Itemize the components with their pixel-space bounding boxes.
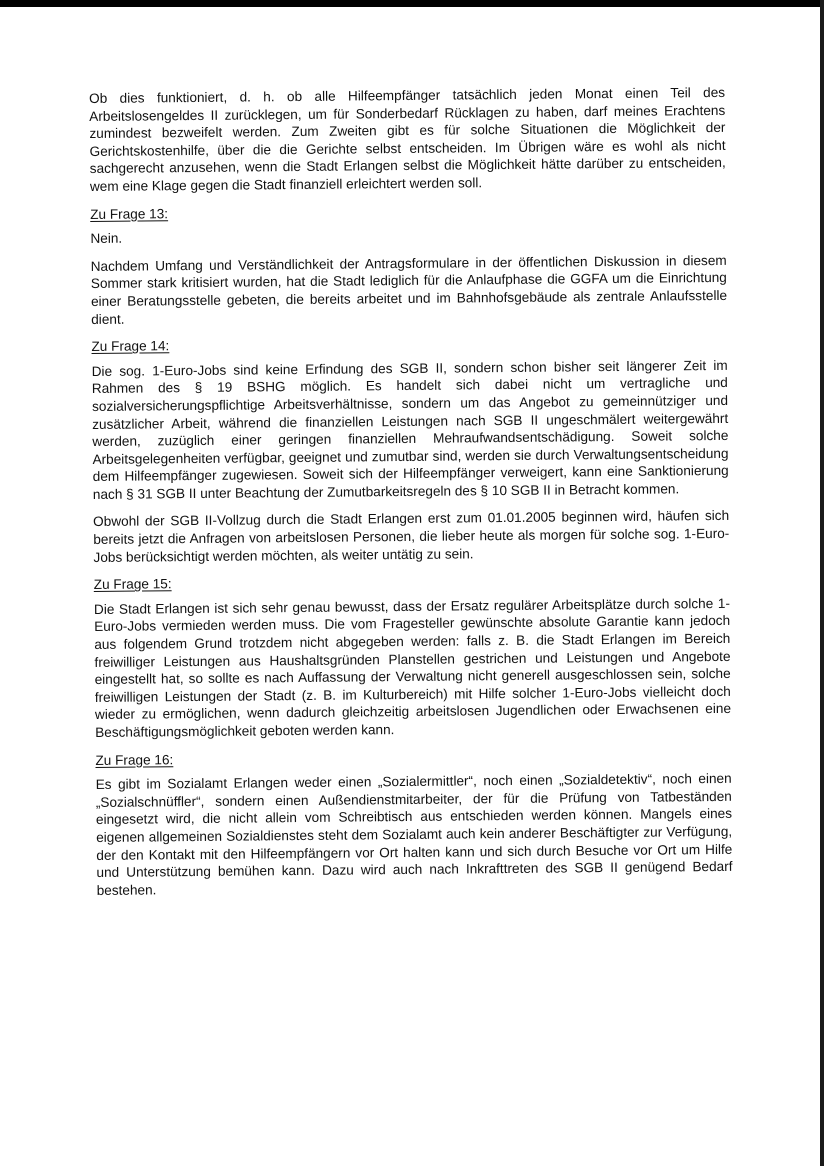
answer-14-text-1: Die sog. 1-Euro-Jobs sind keine Erfindung des SGB II, sondern schon bisher seit längerer Zeit im Rahmen des § 19 BSHG möglich. Es handelt sich dabei nicht um vertragliche und sozialversicherungspflichtige Arbeitsverhältnisse, sondern um das Angebot zu gemeinnütziger und zusätzlicher Arbeit, während die finanziellen Leistungen nach SGB II ungeschmälert weitergewährt werden, zuzüglich einer geringen finanziellen Mehraufwandsentschädigung. Soweit solche Arbeitsgelegenheiten verfügbar, geeignet und zumutbar sind, werden sie durch Verwaltungsentscheidung dem Hilfeempfänger zugewiesen. Soweit sich der Hilfeempfänger verweigert, kann eine Sanktionierung nach § 31 SGB II unter Beachtung der Zumutbarkeitsregeln des § 10 SGB II in Betracht kommen.: [91, 357, 729, 502]
answer-14-text-2: Obwohl der SGB II-Vollzug durch die Stadt Erlangen erst zum 01.01.2005 beginnen wird, häufen sich bereits jetzt die Anfragen von arbeitslosen Personen, die lieber heute als morgen für solche sog. 1-Euro-Jobs berücksichtigt werden möchten, als weiter untätig zu sein.: [93, 508, 730, 565]
heading-frage-16: Zu Frage 16:: [95, 751, 174, 768]
heading-frage-14: Zu Frage 14:: [91, 338, 170, 355]
answer-13-short: Nein.: [90, 230, 123, 247]
scan-border-right: [820, 0, 824, 1166]
answer-16-text: Es gibt im Sozialamt Erlangen weder einen „Sozialermittler“, noch einen „Sozialdetektiv“, noch einen „Sozialschnüffler“, sondern einen Außendienstmitarbeiter, der für die Prüfung von Tatbeständen eingesetzt wird, die nicht allein vom Schreibtisch aus entschieden werden können. Mangels eines eigenen allgemeinen Sozialdienstes steht dem Sozialamt auch kein anderer Beschäftigter zur Verfügung, der den Kontakt mit den Hilfeempfängern vor Ort halten kann und sich durch Besuche vor Ort um Hilfe und Unterstützung bemühen kann. Dazu wird auch nach Inkrafttreten des SGB II genügend Bedarf bestehen.: [95, 771, 733, 898]
document-page: [89, 84, 733, 909]
scan-border-top: [0, 0, 824, 7]
answer-15-text: Die Stadt Erlangen ist sich sehr genau bewusst, dass der Ersatz regulärer Arbeitsplätze durch solche 1-Euro-Jobs vermieden werden muss. Die vom Fragesteller gewünschte absolute Garantie kann jedoch aus folgendem Grund trotzdem nicht abgegeben werden: falls z. B. die Stadt Erlangen im Bereich freiwilliger Leistungen aus Haushaltsgründen Planstellen gestrichen und Leistungen und Angebote eingestellt hat, so sollte es nach Auffassung der Verwaltung nicht generell ausgeschlossen sein, solche freiwilligen Leistungen der Stadt (z. B. im Kulturbereich) mit Hilfe solcher 1-Euro-Jobs vielleicht doch wieder zu ermöglichen, wenn dadurch gleichzeitig arbeitslosen Jugendlichen oder Erwachsenen eine Beschäftigungsmöglichkeit geboten werden kann.: [93, 595, 732, 740]
answer-13-text: Nachdem Umfang und Verständlichkeit der Antragsformulare in der öffentlichen Diskussion in diesem Sommer stark kritisiert wurden, hat die Stadt lediglich für die Anlaufphase die GGFA um die Einrichtung einer Beratungsstelle gebeten, die bereits arbeitet und im Bahnhofsgebäude als zentrale Anlaufsstelle dient.: [90, 252, 728, 327]
heading-frage-15: Zu Frage 15:: [93, 576, 172, 593]
paragraph-intro: Ob dies funktioniert, d. h. ob alle Hilfeempfänger tatsächlich jeden Monat einen Teil des Arbeitslosengeldes II zurücklegen, um für Sonderbedarf Rücklagen zu haben, darf meines Erachtens zumindest bezweifelt werden. Zum Zweiten gibt es für solche Situationen die Möglichkeit der Gerichtskostenhilfe, über die die Gerichte selbst entscheiden. Im Übrigen wäre es wohl als nicht sachgerecht anzusehen, wenn die Stadt Erlangen selbst die Möglichkeit hätte darüber zu entscheiden, wem eine Klage gegen die Stadt finanziell erleichtert werden soll.: [89, 84, 726, 194]
heading-frage-13: Zu Frage 13:: [90, 205, 169, 222]
